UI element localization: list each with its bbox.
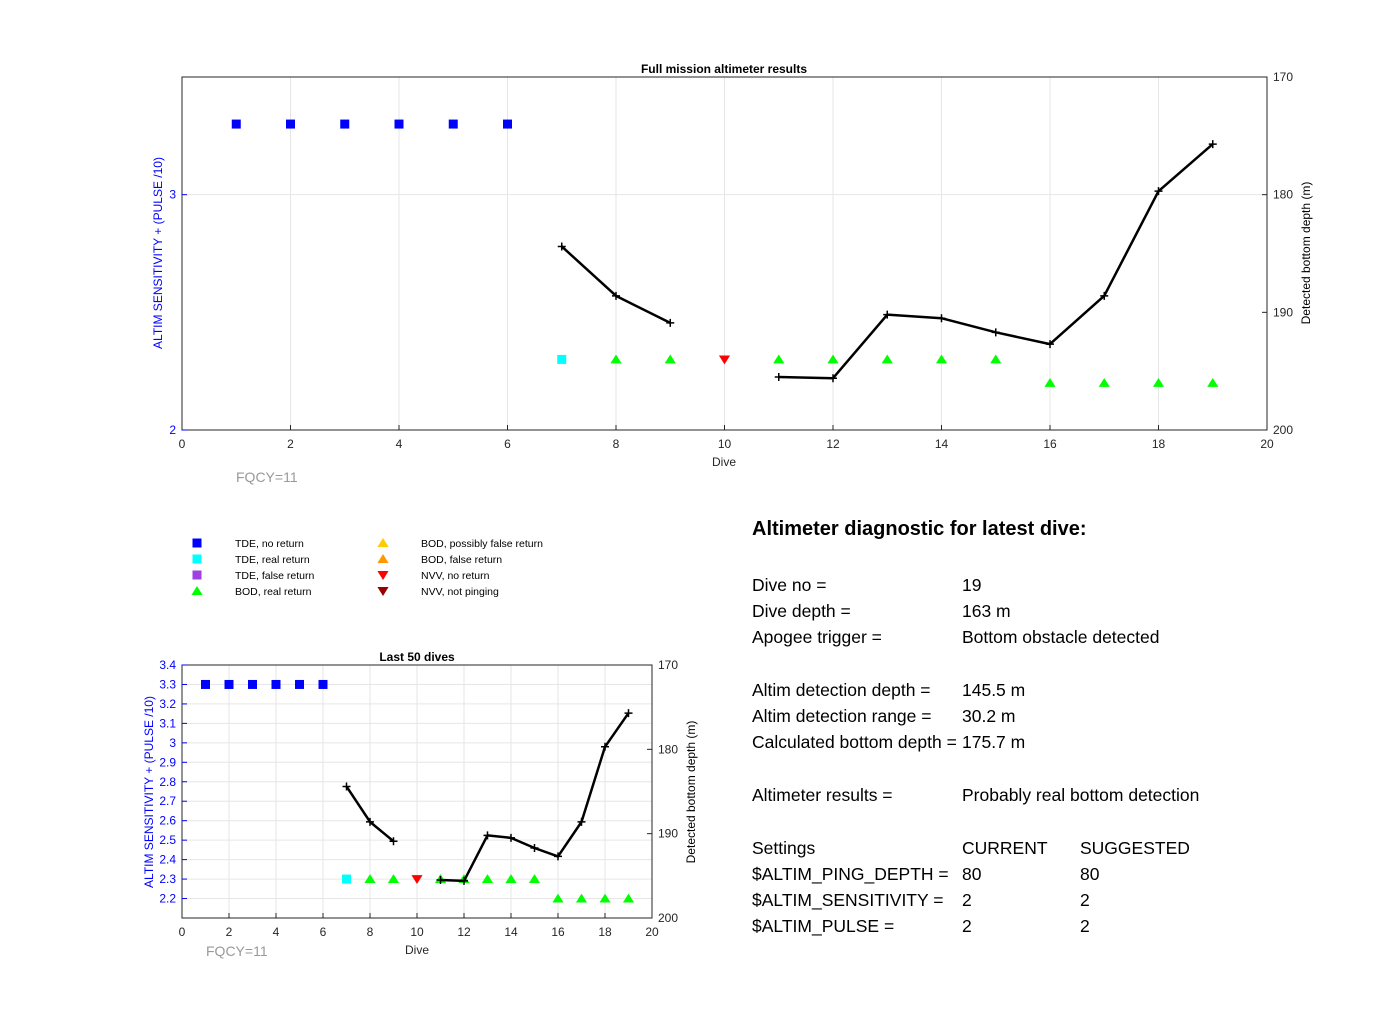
altim-detection-range-value: 30.2 m [962, 706, 1016, 726]
settings-header-row [752, 838, 1372, 862]
main-x-tick-label: 6 [504, 437, 511, 451]
small-y-right-tick-label: 180 [658, 742, 679, 757]
legend [191, 538, 543, 598]
small-x-tick-label: 18 [598, 925, 612, 939]
legend-label: TDE, false return [235, 570, 315, 582]
main-x-tick-label: 10 [717, 437, 732, 451]
legend-marker [193, 571, 202, 580]
main-point [232, 120, 241, 129]
legend-label: BOD, false return [421, 554, 503, 566]
small-y-left-tick-label: 3 [169, 735, 176, 750]
altimeter-results-value: Probably real bottom detection [962, 785, 1200, 805]
dive-no-value: 19 [962, 575, 982, 595]
small-y-left-tick-label: 2.3 [159, 872, 176, 887]
last-50-chart-title: Last 50 dives [379, 650, 455, 664]
altim-detection-depth-row [752, 680, 1372, 704]
small-y-left-tick-label: 2.8 [159, 774, 176, 789]
altim-detection-depth-label: Altim detection depth = [752, 680, 931, 700]
small-y-left-tick-label: 3.2 [159, 696, 176, 711]
small-point [201, 680, 210, 689]
legend-label: TDE, no return [235, 538, 304, 550]
main-x-tick-label: 8 [612, 437, 620, 451]
small-x-tick-label: 4 [272, 925, 280, 939]
small-y-right-tick-label: 170 [658, 658, 679, 672]
legend-label: NVV, no return [421, 570, 490, 582]
ping-depth-row [752, 864, 1372, 888]
last-50-y-right-label: Detected bottom depth (m) [684, 720, 698, 864]
altimeter-results-label: Altimeter results = [752, 785, 893, 805]
main-x-tick-label: 12 [826, 437, 840, 451]
small-y-left-tick-label: 2.2 [159, 891, 176, 906]
altimeter-results-row [752, 785, 1372, 809]
small-y-left-tick-label: 3.1 [159, 716, 176, 731]
main-y-left-tick-label: 3 [169, 187, 176, 202]
main-x-axis-label: Dive [711, 455, 737, 469]
pulse-label: $ALTIM_PULSE = [752, 916, 895, 936]
small-x-tick-label: 10 [410, 925, 424, 939]
small-y-right-tick-label: 190 [658, 826, 679, 841]
ping-depth-current: 80 [962, 864, 982, 884]
small-point [342, 875, 351, 884]
main-point [340, 120, 349, 129]
dive-depth-label: Dive depth = [752, 601, 851, 621]
small-x-tick-label: 6 [319, 925, 327, 939]
main-x-tick-label: 0 [178, 437, 186, 451]
small-point [272, 680, 281, 689]
small-x-tick-label: 14 [504, 925, 518, 939]
main-y-right-tick-label: 170 [1273, 70, 1294, 84]
last-50-fqcy-text: FQCY=11 [206, 943, 268, 959]
settings-label: Settings [752, 838, 816, 858]
main-point [557, 355, 566, 364]
small-x-tick-label: 0 [178, 925, 186, 939]
legend-marker [193, 539, 202, 548]
small-point [295, 680, 304, 689]
small-point [225, 680, 234, 689]
ping-depth-suggested: 80 [1080, 864, 1100, 884]
small-point [248, 680, 257, 689]
apogee-trigger-label: Apogee trigger = [752, 627, 882, 647]
suggested-column-header: SUGGESTED [1080, 838, 1190, 858]
dive-depth-value: 163 m [962, 601, 1011, 621]
small-point [319, 680, 328, 689]
legend-marker [191, 586, 202, 595]
apogee-trigger-row [752, 627, 1372, 651]
sensitivity-current: 2 [962, 890, 972, 910]
small-y-left-tick-label: 2.6 [159, 813, 176, 828]
sensitivity-suggested: 2 [1080, 890, 1090, 910]
main-fqcy-text: FQCY=11 [236, 469, 298, 485]
small-y-left-tick-label: 2.4 [159, 852, 176, 867]
main-y-right-tick-label: 190 [1273, 305, 1294, 320]
altim-detection-range-label: Altim detection range = [752, 706, 932, 726]
main-x-tick-label: 2 [287, 437, 294, 451]
small-x-tick-label: 20 [645, 925, 659, 939]
main-x-tick-label: 18 [1151, 437, 1166, 451]
altim-detection-depth-value: 145.5 m [962, 680, 1026, 700]
small-x-tick-label: 8 [366, 925, 374, 939]
last-50-x-axis-label: Dive [404, 943, 430, 957]
main-y-right-label: Detected bottom depth (m) [1299, 181, 1313, 325]
main-point [503, 120, 512, 129]
main-x-tick-label: 4 [395, 437, 403, 451]
main-y-left-tick-label: 2 [169, 423, 176, 437]
small-y-left-tick-label: 2.5 [159, 833, 176, 848]
diagnostic-heading: Altimeter diagnostic for latest dive: [752, 518, 1087, 540]
pulse-suggested: 2 [1080, 916, 1090, 936]
small-y-left-tick-label: 2.7 [159, 794, 176, 809]
calculated-bottom-depth-label: Calculated bottom depth = [752, 732, 957, 752]
legend-label: TDE, real return [235, 554, 310, 566]
legend-marker [193, 555, 202, 564]
main-x-tick-label: 14 [934, 437, 949, 451]
ping-depth-label: $ALTIM_PING_DEPTH = [752, 864, 949, 884]
legend-marker [377, 571, 388, 580]
small-x-tick-label: 12 [457, 925, 471, 939]
legend-marker [377, 587, 388, 596]
main-point [395, 120, 404, 129]
current-column-header: CURRENT [962, 838, 1048, 858]
dive-no-label: Dive no = [752, 575, 827, 595]
main-y-left-label: ALTIM SENSITIVITY + (PULSE /10) [151, 157, 165, 349]
small-y-right-tick-label: 200 [658, 911, 679, 925]
last-50-y-left-label: ALTIM SENSITIVITY + (PULSE /10) [142, 696, 156, 888]
small-y-left-tick-label: 3.4 [159, 658, 176, 672]
main-x-tick-label: 16 [1043, 437, 1057, 451]
legend-label: BOD, real return [235, 586, 312, 598]
small-y-left-tick-label: 2.9 [159, 755, 176, 770]
small-x-tick-label: 16 [551, 925, 565, 939]
main-chart [151, 62, 1313, 485]
legend-marker [377, 538, 388, 547]
legend-label: NVV, not pinging [421, 586, 499, 598]
legend-label: BOD, possibly false return [421, 538, 543, 550]
main-chart-title: Full mission altimeter results [640, 62, 808, 76]
main-point [286, 120, 295, 129]
small-y-left-tick-label: 3.3 [159, 677, 176, 692]
dive-depth-row [752, 601, 1372, 625]
apogee-trigger-value: Bottom obstacle detected [962, 627, 1160, 647]
calculated-bottom-depth-value: 175.7 m [962, 732, 1026, 752]
altim-detection-range-row [752, 706, 1372, 730]
sensitivity-label: $ALTIM_SENSITIVITY = [752, 890, 944, 910]
dive-no-row [752, 575, 1372, 599]
small-x-tick-label: 2 [225, 925, 233, 939]
main-point [449, 120, 458, 129]
sensitivity-row [752, 890, 1372, 914]
main-y-right-tick-label: 180 [1273, 187, 1294, 202]
main-y-right-tick-label: 200 [1273, 423, 1294, 437]
pulse-row [752, 916, 1372, 940]
main-x-tick-label: 20 [1260, 437, 1274, 451]
altimeter-diagnostic-panel [752, 518, 1372, 958]
last-50-chart [142, 650, 698, 959]
pulse-current: 2 [962, 916, 972, 936]
calculated-bottom-depth-row [752, 732, 1372, 756]
legend-marker [377, 554, 388, 563]
